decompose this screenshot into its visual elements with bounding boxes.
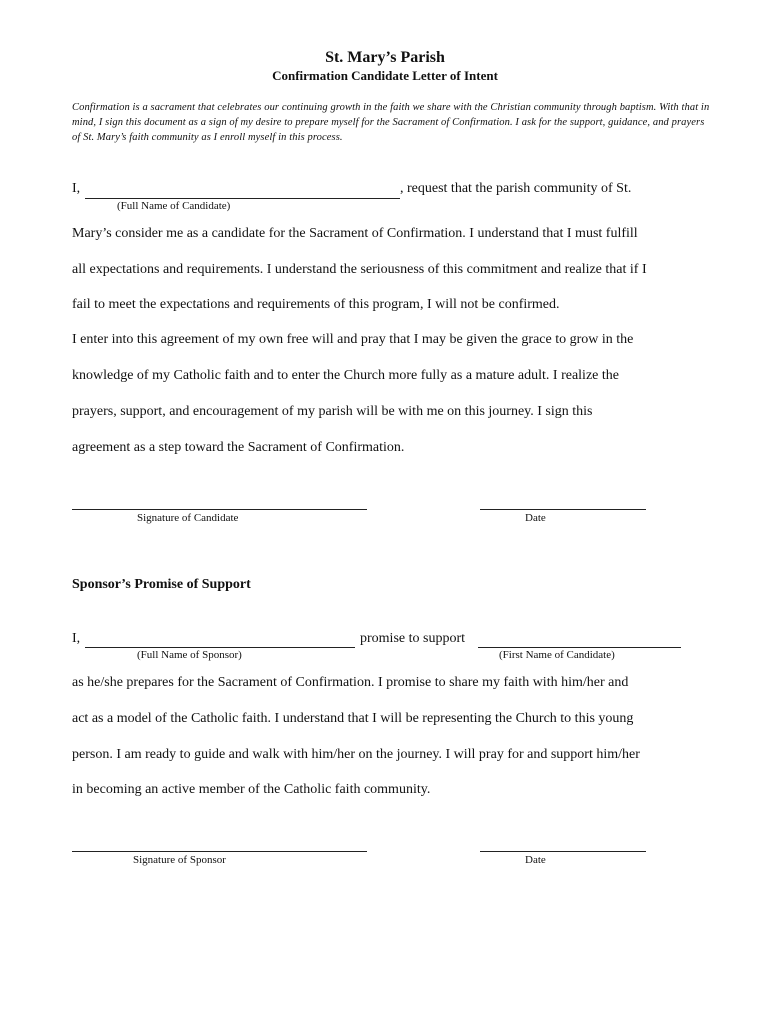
sponsor-name-field[interactable] — [85, 647, 355, 648]
sponsor-date-caption: Date — [525, 854, 546, 866]
sponsor-signature-caption: Signature of Sponsor — [133, 854, 226, 866]
sponsor-text-line: as he/she prepares for the Sacrament of Confirmation. I promise to share my faith with him/her and — [72, 675, 629, 690]
sponsor-candidate-name-field[interactable] — [478, 647, 681, 648]
sponsor-prefix: I, — [72, 631, 81, 646]
page-subtitle: Confirmation Candidate Letter of Intent — [272, 68, 498, 83]
candidate-prefix: I, — [72, 181, 81, 196]
candidate-signature-field[interactable] — [72, 509, 367, 510]
candidate-line1-suffix: , request that the parish community of St. — [400, 181, 632, 196]
sponsor-name-caption: (Full Name of Sponsor) — [137, 649, 242, 661]
candidate-name-field[interactable] — [85, 198, 400, 199]
sponsor-signature-field[interactable] — [72, 851, 367, 852]
candidate-signature-caption: Signature of Candidate — [137, 512, 239, 524]
candidate-name-caption: (Full Name of Candidate) — [117, 200, 231, 212]
candidate-text-line: Mary’s consider me as a candidate for the Sacrament of Confirmation. I understand that I must fulfill — [72, 226, 638, 241]
sponsor-middle-text: promise to support — [360, 631, 465, 646]
candidate-date-caption: Date — [525, 512, 546, 524]
sponsor-date-field[interactable] — [480, 851, 646, 852]
candidate-text-line: agreement as a step toward the Sacrament of Confirmation. — [72, 440, 405, 455]
sponsor-text-line: person. I am ready to guide and walk with him/her on the journey. I will pray for and support him/her — [72, 747, 640, 762]
candidate-text-line: prayers, support, and encouragement of my parish will be with me on this journey. I sign this — [72, 404, 593, 419]
candidate-text-line: I enter into this agreement of my own free will and pray that I may be given the grace to grow in the — [72, 332, 634, 347]
candidate-text-line: all expectations and requirements. I understand the seriousness of this commitment and realize that if I — [72, 262, 647, 277]
sponsor-heading: Sponsor’s Promise of Support — [72, 577, 251, 592]
candidate-text-line: fail to meet the expectations and requirements of this program, I will not be confirmed. — [72, 297, 560, 312]
sponsor-text-line: in becoming an active member of the Catholic faith community. — [72, 782, 431, 797]
candidate-date-field[interactable] — [480, 509, 646, 510]
sponsor-candidate-caption: (First Name of Candidate) — [499, 649, 615, 661]
candidate-text-line: knowledge of my Catholic faith and to enter the Church more fully as a mature adult. I realize the — [72, 368, 619, 383]
page-title: St. Mary’s Parish — [325, 49, 445, 66]
sponsor-text-line: act as a model of the Catholic faith. I understand that I will be representing the Church to this young — [72, 711, 634, 726]
intro-paragraph: Confirmation is a sacrament that celebrates our continuing growth in the faith we share with the Christian community through baptism. With that in mind, I sign this document as a sign of my desire to prepare myself for the Sacrament of Confirmation. I ask for the support, guidance, and prayers of St. Mary’s faith community as I enroll myself in this process. — [72, 102, 710, 143]
